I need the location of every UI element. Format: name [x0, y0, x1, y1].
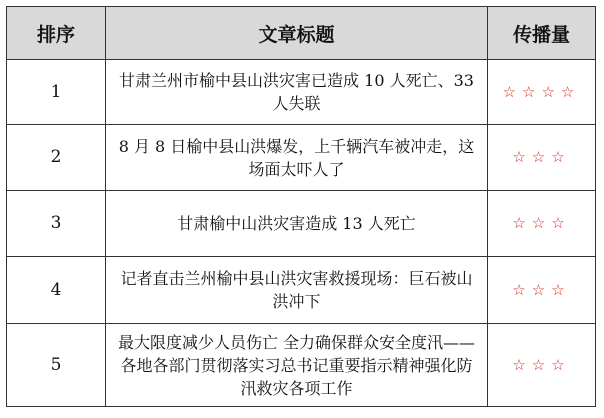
title-cell: 甘肃兰州市榆中县山洪灾害已造成 10 人死亡、33 人失联	[106, 60, 488, 125]
reach-stars: ☆☆☆	[488, 125, 596, 191]
table-row	[7, 324, 596, 407]
reach-stars: ☆☆☆	[488, 191, 596, 257]
column-header-title: 文章标题	[106, 7, 488, 60]
rank-cell: 2	[7, 125, 106, 191]
rank-cell: 5	[7, 324, 106, 407]
reach-stars: ☆☆☆	[488, 324, 596, 407]
table-row	[7, 257, 596, 324]
title-cell: 记者直击兰州榆中县山洪灾害救援现场：巨石被山洪冲下	[106, 257, 488, 324]
reach-stars: ☆☆☆☆	[488, 60, 596, 125]
table-row	[7, 191, 596, 257]
column-header-reach: 传播量	[488, 7, 596, 60]
title-cell: 8 月 8 日榆中县山洪爆发，上千辆汽车被冲走，这场面太吓人了	[106, 125, 488, 191]
rank-cell: 1	[7, 60, 106, 125]
title-cell: 甘肃榆中山洪灾害造成 13 人死亡	[106, 191, 488, 257]
title-cell: 最大限度减少人员伤亡 全力确保群众安全度汛——各地各部门贯彻落实习总书记重要指示精神强化防汛救灾各项工作	[106, 324, 488, 407]
column-header-rank: 排序	[7, 7, 106, 60]
rank-cell: 3	[7, 191, 106, 257]
header-row	[7, 7, 596, 60]
table-row	[7, 60, 596, 125]
reach-stars: ☆☆☆	[488, 257, 596, 324]
table-row	[7, 125, 596, 191]
ranking-table	[6, 6, 596, 407]
rank-cell: 4	[7, 257, 106, 324]
